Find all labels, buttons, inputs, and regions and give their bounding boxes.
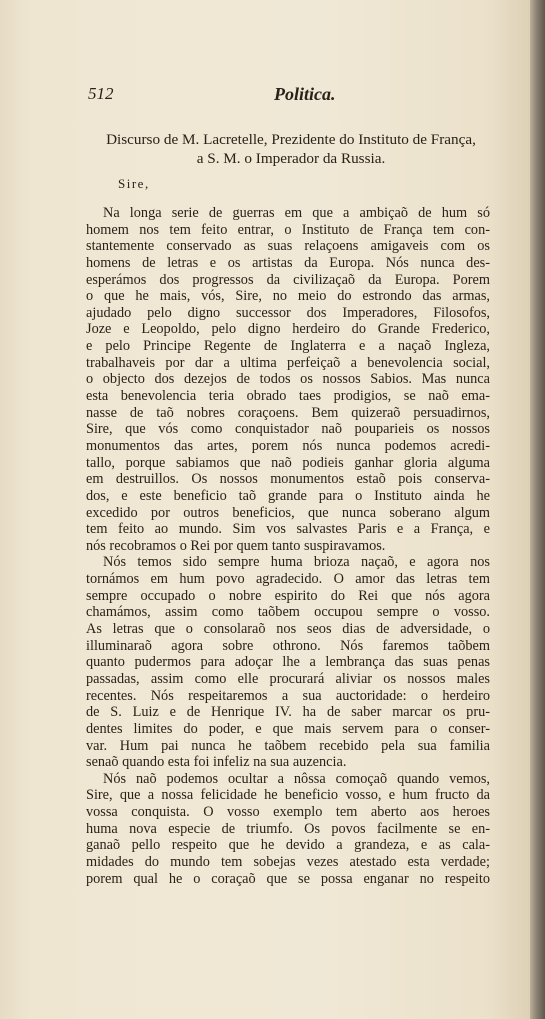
text-line: em destruillos. Os nossos monumentos estaõ pois conserva- — [86, 471, 490, 488]
text-line: var. Hum pai nunca he taõbem recebido pela sua familia — [86, 737, 490, 754]
text-line: huma nova especie de triumfo. Os povos facilmente se en- — [86, 820, 490, 837]
text-line: esperámos dos progressos da civilizaçaõ da Europa. Porem — [86, 271, 490, 288]
text-line: senaõ quando esta foi infeliz na sua auzencia. — [86, 754, 347, 771]
text-line: monumentos das artes, porem nós nunca podemos acredi- — [86, 437, 490, 454]
text-line: chamámos, assim como taõbem occupou sempre o vosso. — [86, 604, 490, 621]
text-line: midades do mundo tem sobejas vezes atestado esta verdade; — [86, 853, 490, 870]
text-line: dos, e este beneficio taõ grande para o Instituto ainda he — [86, 487, 490, 504]
text-line: sempre occupado o nobre espirito do Rei que nós agora — [86, 587, 490, 604]
text-line: homens de letras e os artistas da Europa. Nós nunca des- — [86, 254, 490, 271]
text-line: nós recobramos o Rei por quem tanto suspiravamos. — [86, 537, 386, 554]
body-text — [86, 205, 490, 887]
text-line: de S. Luiz e de Henrique IV. ha de saber marcar os pru- — [86, 704, 490, 721]
text-line: o que he mais, vós, Sire, no meio do estrondo das armas, — [86, 288, 490, 305]
text-line: quanto pudermos para adoçar lhe a lembrança das suas penas — [86, 654, 490, 671]
text-line: esta benevolencia teria obrado taes prodigios, se naõ ema- — [86, 388, 490, 405]
page-number: 512 — [88, 84, 114, 103]
text-line: vossa conquista. O vosso exemplo tem aberto aos heroes — [86, 804, 490, 821]
text-line: passadas, assim como elle procurará aliviar os nossos males — [86, 670, 490, 687]
text-line: trabalhaveis por dar a ultima perfeiçaõ a benevolencia social, — [86, 354, 490, 371]
salutation: Sire, — [118, 176, 150, 191]
text-line: tallo, porque sabiamos que naõ podieis ganhar gloria alguma — [86, 454, 490, 471]
text-line: tornámos em hum povo agradecido. O amor das letras tem — [86, 571, 490, 588]
text-line: o objecto dos dezejos de todos os nossos Sabios. Mas nunca — [86, 371, 490, 388]
text-line: As letras que o consolaraõ nos seos dias de adversidade, o — [86, 621, 490, 638]
page-edge — [530, 0, 545, 1019]
text-line: tem feito ao mundo. Sim vos salvastes Paris e a França, e — [86, 521, 490, 538]
text-line: illuminaraõ agora sobre othrono. Nós faremos taõbem — [86, 637, 490, 654]
article-title-line-2: a S. M. o Imperador da Russia. — [196, 150, 386, 167]
text-line: ajudado pelo digno successor dos Imperadores, Filosofos, — [86, 304, 490, 321]
text-line: dentes limites do poder, e que mais servem para o conser- — [86, 720, 490, 737]
article-title — [90, 130, 492, 168]
text-line: stantemente conservado as suas relaçoens amigaveis com os — [86, 238, 490, 255]
text-line: Nós temos sido sempre huma brioza naçaõ, e agora nos — [103, 554, 490, 571]
text-line: Sire, que vós como conquistador naõ pouparieis os nossos — [86, 421, 490, 438]
article-title-line-1: Discurso de M. Lacretelle, Prezidente do Instituto de França, — [106, 131, 476, 148]
text-line: porem qual he o coraçaõ que se possa enganar no respeito — [86, 870, 490, 887]
text-line: Nós naõ podemos ocultar a nôssa comoçaõ quando vemos, — [103, 770, 490, 787]
text-line: nasse de taõ nobres coraçoens. Bem quizeraõ persuadirnos, — [86, 404, 490, 421]
text-line: Sire, que a nossa felicidade he beneficio vosso, e hum fructo da — [86, 787, 490, 804]
text-line: ganaõ pello respeito que he devido a grandeza, e as cala- — [86, 837, 490, 854]
running-title: Politica. — [274, 84, 336, 104]
page-header — [88, 84, 490, 106]
text-line: Joze e Leopoldo, pelo digno herdeiro do Grande Frederico, — [86, 321, 490, 338]
text-line: e pelo Principe Regente de Inglaterra e a naçaõ Ingleza, — [86, 338, 490, 355]
text-line: recentes. Nós respeitaremos a sua auctoridade: o herdeiro — [86, 687, 490, 704]
text-line: Na longa serie de guerras em que a ambiçaõ de hum só — [103, 205, 490, 221]
text-line: homem nos tem feito entrar, o Instituto de França tem con- — [86, 221, 490, 238]
text-line: excedido por outros beneficios, que nunca soberano algum — [86, 504, 490, 521]
